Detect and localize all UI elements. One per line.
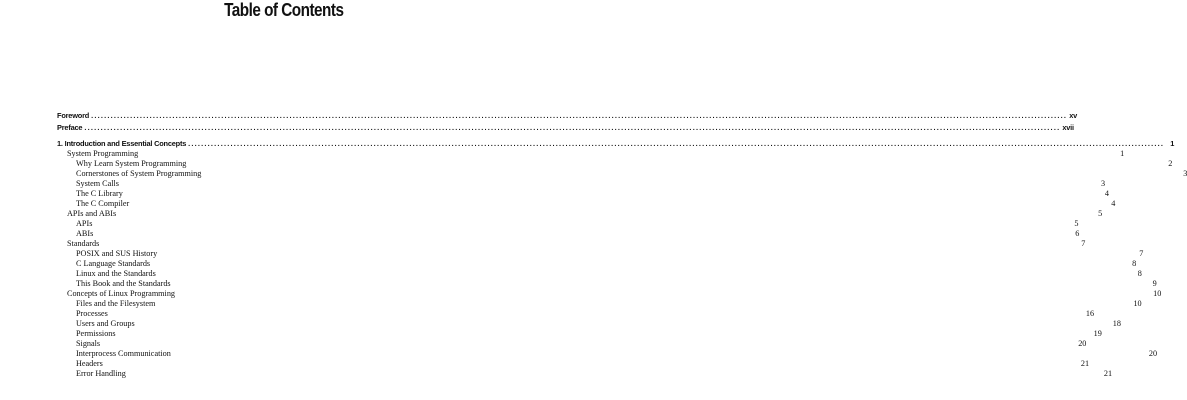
toc-entry-label: System Calls [76, 179, 119, 188]
toc-entry[interactable] [57, 229, 1080, 239]
toc-entry[interactable] [57, 189, 1109, 199]
toc-entry-label: Foreword [57, 111, 90, 120]
toc-entry[interactable] [57, 179, 1106, 189]
toc-entry[interactable] [57, 339, 1087, 349]
toc-entry-label: Processes [76, 309, 108, 318]
toc-entry-page-number: 1 [1170, 139, 1175, 148]
toc-entry-label: This Book and the Standards [76, 279, 171, 288]
toc-entry[interactable] [57, 209, 1103, 219]
toc-entry[interactable] [57, 159, 1173, 169]
toc-entry-page-number: xvii [1062, 123, 1074, 132]
toc-entry-page-number: 18 [1112, 319, 1121, 328]
toc-entry-page-number: 10 [1133, 299, 1142, 308]
toc-entry-label: The C Compiler [76, 199, 130, 208]
toc-entry-label: POSIX and SUS History [76, 249, 158, 258]
toc-entry-page-number: 20 [1148, 349, 1158, 358]
toc-entry-page-number: 7 [1139, 249, 1144, 258]
toc-entry-label: Error Handling [76, 369, 126, 378]
toc-entry-page-number: xv [1069, 111, 1078, 120]
toc-entry-page-number: 7 [1081, 239, 1086, 248]
toc-entry[interactable] [57, 149, 1125, 159]
toc-entry-page-number: 10 [1153, 289, 1162, 298]
toc-list [57, 111, 1187, 379]
toc-entry[interactable] [57, 239, 1086, 249]
page-title: Table of Contents [223, 0, 343, 20]
toc-entry-page-number: 20 [1078, 339, 1087, 348]
toc-entry-label: ABIs [76, 229, 94, 238]
toc-entry[interactable] [57, 309, 1095, 319]
dot-leader: ............................................................................................................................................................................................................................................................................................................ [188, 139, 1165, 148]
toc-entry-label: Why Learn System Programming [76, 159, 187, 168]
toc-entry[interactable] [57, 199, 1116, 209]
toc-entry-label: C Language Standards [76, 259, 151, 268]
dot-leader: ............................................................................................................................................................................................................................................................................................................ [84, 123, 1061, 132]
toc-entry[interactable] [57, 289, 1162, 299]
toc-entry-page-number: 19 [1093, 329, 1102, 338]
toc-entry-page-number: 21 [1080, 359, 1090, 368]
toc-entry[interactable] [57, 249, 1144, 259]
toc-entry[interactable] [57, 319, 1121, 329]
toc-entry-label: Concepts of Linux Programming [67, 289, 176, 298]
toc-entry-label: Signals [76, 339, 101, 348]
toc-entry-label: Files and the Filesystem [76, 299, 156, 308]
toc-entry-label: System Programming [67, 149, 139, 158]
toc-entry[interactable] [57, 139, 1175, 149]
toc-entry-label: Permissions [76, 329, 116, 338]
toc-entry[interactable] [57, 349, 1158, 359]
toc-entry-label: Headers [76, 359, 103, 368]
toc-entry[interactable] [57, 269, 1142, 279]
toc-entry[interactable] [57, 369, 1113, 379]
toc-entry[interactable] [57, 329, 1102, 339]
toc-entry[interactable] [57, 169, 1187, 179]
toc-entry-label: Users and Groups [76, 319, 135, 328]
toc-entry-label: APIs and ABIs [67, 209, 117, 218]
toc-entry-page-number: 6 [1075, 229, 1080, 238]
toc-entry-page-number: 1 [1120, 149, 1125, 158]
toc-entry-page-number: 16 [1085, 309, 1095, 318]
toc-entry-label: Standards [67, 239, 100, 248]
toc-entry-label: Cornerstones of System Programming [76, 169, 202, 178]
toc-entry-label: Interprocess Communication [76, 349, 171, 358]
toc-entry-page-number: 2 [1168, 159, 1173, 168]
toc-entry-page-number: 3 [1183, 169, 1187, 178]
toc-entry-page-number: 21 [1103, 369, 1113, 378]
toc-entry-label: 1. Introduction and Essential Concepts [57, 139, 187, 148]
toc-entry-label: APIs [76, 219, 93, 228]
toc-entry-label: Preface [57, 123, 83, 132]
toc-entry-page-number: 4 [1104, 189, 1109, 198]
toc-entry[interactable] [57, 359, 1090, 369]
toc-entry[interactable] [57, 123, 1074, 133]
toc-entry-label: Linux and the Standards [76, 269, 156, 278]
toc-entry-page-number: 3 [1100, 179, 1106, 188]
toc-entry[interactable] [57, 259, 1137, 269]
toc-entry-label: The C Library [76, 189, 123, 198]
toc-entry-page-number: 8 [1137, 269, 1142, 278]
toc-entry[interactable] [57, 219, 1079, 229]
toc-entry-page-number: 5 [1074, 219, 1079, 228]
dot-leader: ............................................................................................................................................................................................................................................................................................................ [91, 111, 1068, 120]
toc-entry-page-number: 8 [1132, 259, 1137, 268]
toc-entry[interactable] [57, 111, 1078, 121]
toc-entry[interactable] [57, 299, 1142, 309]
toc-entry[interactable] [57, 279, 1157, 289]
toc-entry-page-number: 4 [1111, 199, 1116, 208]
toc-entry-page-number: 9 [1152, 279, 1157, 288]
toc-entry-page-number: 5 [1098, 209, 1103, 218]
